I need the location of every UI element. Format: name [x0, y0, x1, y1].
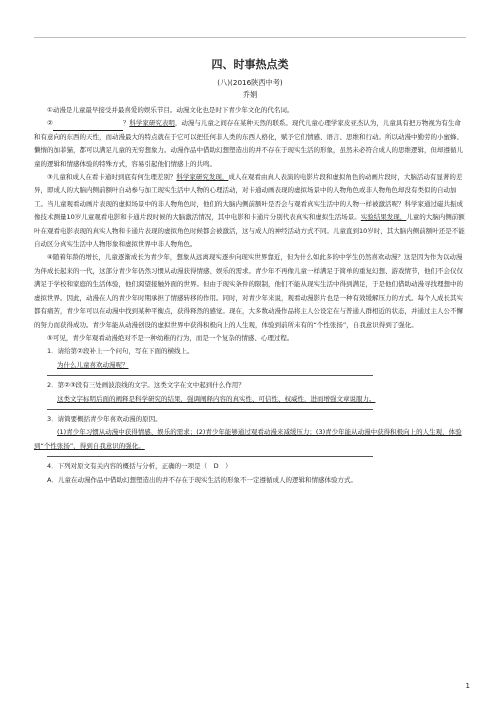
- paragraph-2-question-mark: ？: [122, 119, 130, 128]
- author-name: 乔娟: [242, 90, 258, 99]
- answer-line-2: [47, 409, 373, 410]
- question-1: 1．请给第②段补上一个问句，写在下面的横线上。: [47, 347, 194, 356]
- wavy-underline-text-1: 科学家研究表明: [129, 119, 175, 128]
- paragraph-3-end: 儿童的大脑内侧前额叶在观看电影表现的真实人物和卡通片表现的虚拟角色时候都会被激活，这与成人的神经活动方式不同。儿童直到10岁时，其大脑内侧前额叶还是不能自动区分真实生活中人物形象和虚拟世界中非人物角色。: [34, 213, 465, 249]
- answer-1: 为什么儿童喜欢动漫呢？: [57, 360, 129, 369]
- answer-3: (1)青少年习惯从动漫中获得情感、娱乐的需求；(2)青少年能够通过观看动漫来减缓压力；(3)青少年能从动漫中获得积极向上的人生观，体验到“个性张扬”，得到自我意识的强化。: [34, 428, 462, 450]
- section-title: 四、时事热点类: [211, 58, 289, 71]
- answer-line-1: [47, 375, 373, 376]
- page-number: 1: [465, 682, 470, 690]
- article-body: [34, 104, 466, 487]
- fill-in-blank: [53, 122, 123, 131]
- header-rule: [34, 37, 466, 38]
- wavy-underline-text-2: 科学家研究发现，: [176, 173, 229, 182]
- paragraph-5: ⑤可见，青少年观看动漫绝对不是一种幼稚的行为，而是一个复杂的情感、心理过程。: [47, 333, 294, 342]
- paragraph-2: [34, 117, 466, 171]
- paragraph-1: ①动漫是儿童最早接受并最喜爱的娱乐节目。动漫文化也是时下青少年文化的代名词。: [47, 106, 294, 114]
- answer-line-3: [47, 456, 373, 457]
- paragraph-2-text: ，动漫与儿童之间存在某种天然的联系。现代儿童心理学家皮亚杰认为，儿童具有把万物视为有生命和有意向的东西的天性，而动漫最大的特点就在于它可以把任何非人类的东西人格化，赋予它们情感、语言、思维和行动。所以动漫中勤劳的小蜜蜂、懒惰的加菲猫，都可以满足儿童的无穷想象力。动漫作品中借助幻想塑造出的并不存在于现实生活的形象，虽然未必符合成人的思维逻辑，但却遵循儿童的逻辑和情感体验的特殊方式，容易引起他们情感上的共鸣。: [34, 119, 463, 168]
- question-2: 2．第②③段有三处画波浪线的文字。这类文字在文中起到什么作用？: [47, 381, 245, 390]
- paragraph-4: ④随着年龄的增长，儿童逐渐成长为青少年，想象从远离现实逐步向现实世界靠近，但为什么如此多的中学生仍然喜欢动漫？这是因为作为以动漫为伴成长起来的一代，这部分青少年仍然习惯从动漫获得情感、娱乐的需求。青少年不再像儿童一样满足于简单的重复幻想、游戏情节，他们不会仅仅满足于学校和家庭的生活体验，他们渴望接触外面的世界。但由于现实条件的限制，他们不能从现实生活中得到满足，于是他们借助动漫寻找理想中的虚拟世界。因此，动漫在人的青少年时期承担了情感转移的作用。同时，对青少年来说，观看动漫影片也是一种有效缓解压力的方式。每个人成长其实都有痛苦，青少年可以在动漫中找到某种平衡点，获得释然的感觉。现在，大多数动漫作品将主人公设定在与普通人群相近的状态，并通过主人公不懈的努力而获得成功。青少年能从动漫创设的虚拟世界中获得积极向上的人生观，体验到前所未有的“个性张扬”，自我意识得到了强化。: [34, 253, 463, 329]
- question-4-option-a: A．儿童在动漫作品中借助幻想塑造出的并不存在于现实生活的形象不一定遵循成人的逻辑和情感体验方式。: [47, 475, 357, 484]
- paragraph-3: [34, 171, 466, 251]
- wavy-underline-text-3: 实验结果发现，: [360, 213, 407, 222]
- answer-2: 这类文字标明后面的阐释是科学研究的结果，强调阐释内容的真实性、可信性、权威性，进而增强文章说服力。: [57, 394, 376, 403]
- question-4: 4．下列对原文有关内容的概括与分析，正确的一项是（ D ）: [47, 462, 232, 471]
- section-subtitle: (八)(2016陕西中考): [217, 78, 283, 87]
- question-3: 3．请简要概括青少年喜欢动漫的原因。: [47, 414, 162, 423]
- paragraph-2-marker: ②: [47, 119, 53, 128]
- paragraph-3-middle: 成人在观看由真人表演的电影片段和虚拟角色的动画片段时，大脑活动有显著的差异，即成人的大脑内侧前额叶自动参与加工现实生活中人物的心理活动，对卡通动画表现的虚拟场景中的人物角色或非人物角色却没有类似的自动加工。当儿童观看动画片表现的虚拟场景中的非人物角色时，他们的大脑内侧前额叶是否会与观看真实生活中的人物一样被激活呢？科学家通过磁共振成像技术测量10岁儿童观看电影和卡通片段时候的大脑激活情况，其中电影和卡通片分别代表真实和虚拟生活场景。: [34, 173, 463, 222]
- paragraph-3-lead: ③儿童和成人在看卡通时到底有何生理差别？: [47, 173, 177, 182]
